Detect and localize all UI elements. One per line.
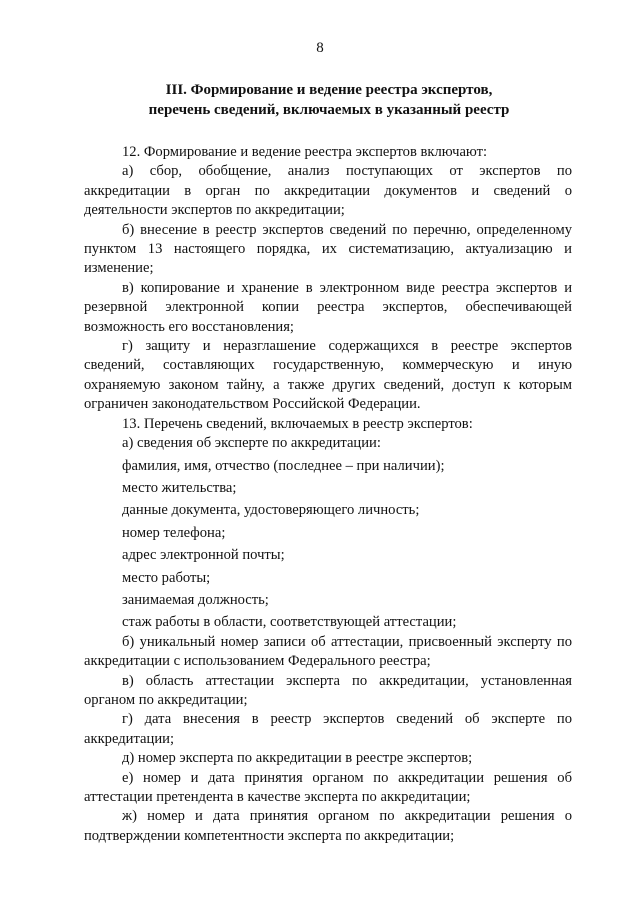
paragraph-13-v: в) область аттестации эксперта по аккредитации, установленная органом по аккредитации;: [84, 672, 572, 708]
list-item-identity-document: данные документа, удостоверяющего личность;: [122, 502, 420, 519]
list-item-full-name: фамилия, имя, отчество (последнее – при наличии);: [122, 457, 445, 474]
list-item-workplace: место работы;: [122, 569, 211, 586]
paragraph-12-g: г) защиту и неразглашение содержащихся в реестре экспертов сведений, составляющих государственную, коммерческую и иную охраняемую законом тайну, а также других сведений, доступ к которым ограничен законодательством Российской Федерации.: [84, 338, 572, 413]
list-item-residence: место жительства;: [122, 479, 237, 496]
list-item-phone: номер телефона;: [122, 524, 226, 541]
list-item-experience: стаж работы в области, соответствующей аттестации;: [122, 614, 457, 631]
paragraph-13-a: а) сведения об эксперте по аккредитации:: [122, 435, 381, 452]
section-title-line-2: перечень сведений, включаемых в указанный реестр: [148, 102, 510, 118]
paragraph-12-a: а) сбор, обобщение, анализ поступающих от экспертов по аккредитации в орган по аккредитации документов и сведений о деятельности экспертов по аккредитации;: [84, 163, 572, 219]
paragraph-13-e: е) номер и дата принятия органом по аккредитации решения об аттестации претендента в качестве эксперта по аккредитации;: [84, 769, 572, 805]
paragraph-13-intro: 13. Перечень сведений, включаемых в реестр экспертов:: [122, 415, 473, 432]
paragraph-12-intro: 12. Формирование и ведение реестра экспертов включают:: [122, 144, 488, 160]
paragraph-12-b: б) внесение в реестр экспертов сведений по перечню, определенному пунктом 13 настоящего порядка, их систематизацию, актуализацию и изменение;: [84, 221, 572, 277]
section-title-line-1: III. Формирование и ведение реестра экспертов,: [165, 82, 493, 98]
paragraph-13-d: д) номер эксперта по аккредитации в реестре экспертов;: [122, 750, 473, 767]
paragraph-13-b: б) уникальный номер записи об аттестации, присвоенный эксперту по аккредитации с использованием Федерального реестра;: [84, 633, 572, 670]
section-title: [84, 80, 574, 120]
page-number: 8: [316, 40, 324, 56]
paragraph-12-v: в) копирование и хранение в электронном виде реестра экспертов и резервной электронной копии реестра экспертов, обеспечивающей возможность его восстановления;: [84, 279, 572, 335]
paragraph-13-zh: ж) номер и дата принятия органом по аккредитации решения о подтверждении компетентности эксперта по аккредитации;: [84, 808, 572, 844]
paragraph-13-g: г) дата внесения в реестр экспертов сведений об эксперте по аккредитации;: [84, 711, 572, 747]
list-item-position: занимаемая должность;: [122, 591, 269, 608]
list-item-email: адрес электронной почты;: [122, 547, 285, 564]
document-body: [84, 143, 572, 846]
